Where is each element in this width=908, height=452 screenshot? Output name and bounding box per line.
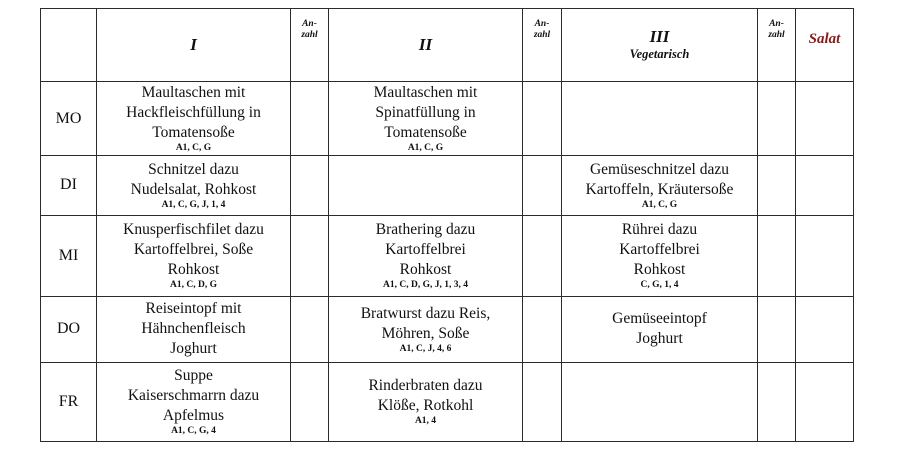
header-menu-3 (562, 9, 758, 82)
dish-text: Hähnchenfleisch (141, 319, 246, 337)
dish-text: Möhren, Soße (381, 324, 470, 342)
dish-text: Kartoffelbrei (619, 241, 700, 259)
menu-3-title: III (649, 27, 670, 47)
salat-cell[interactable] (796, 82, 854, 156)
dish-text: Kartoffelbrei (385, 241, 466, 259)
header-menu-2 (329, 9, 523, 82)
dish-text: Maultaschen mit (373, 84, 478, 102)
count-1-input-cell[interactable] (291, 156, 329, 216)
menu-2-dish-cell (329, 82, 523, 156)
count-2-label-line-1: An- (534, 19, 550, 29)
allergen-codes: A1, C, D, G, J, 1, 3, 4 (383, 280, 468, 291)
day-label: DO (41, 296, 97, 362)
dish-text: Tomatensoße (384, 124, 467, 142)
dish-text: Rohkost (399, 261, 452, 279)
count-3-input-cell[interactable] (758, 215, 796, 296)
count-2-label-line-2: zahl (533, 29, 551, 40)
salat-cell[interactable] (796, 296, 854, 362)
menu-2-dish-cell (329, 156, 523, 216)
dish-text: Knusperfischfilet dazu (123, 221, 264, 239)
count-1-input-cell[interactable] (291, 296, 329, 362)
allergen-codes: A1, C, G (175, 143, 212, 154)
salat-cell[interactable] (796, 362, 854, 441)
menu-3-subtitle: Vegetarisch (629, 47, 690, 62)
menu-row-di (41, 156, 854, 216)
day-label: FR (41, 362, 97, 441)
allergen-codes: A1, C, G, 4 (171, 426, 216, 437)
dish-text: Joghurt (170, 339, 217, 357)
menu-1-title: I (190, 34, 197, 54)
allergen-codes: A1, C, D, G (170, 280, 217, 291)
dish-text: Apfelmus (162, 407, 225, 425)
dish-text: Rohkost (633, 261, 686, 279)
header-count-2 (523, 9, 562, 82)
header-count-1 (291, 9, 329, 82)
menu-2-title: II (418, 34, 433, 54)
dish-text: Rührei dazu (621, 221, 698, 239)
dish-text: Brathering dazu (375, 221, 476, 239)
count-3-input-cell[interactable] (758, 296, 796, 362)
menu-row-mi (41, 215, 854, 296)
dish-text: Bratwurst dazu Reis, (360, 304, 491, 322)
menu-body (41, 82, 854, 442)
menu-row-mo (41, 82, 854, 156)
dish-text: Rohkost (167, 261, 220, 279)
header-day-cell (41, 9, 97, 82)
allergen-codes: A1, C, G (641, 199, 678, 210)
weekly-menu-table (40, 8, 854, 442)
count-2-input-cell[interactable] (523, 362, 562, 441)
salat-title: Salat (808, 31, 841, 47)
count-2-input-cell[interactable] (523, 215, 562, 296)
dish-text: Tomatensoße (152, 124, 235, 142)
menu-1-dish-cell (97, 82, 291, 156)
day-label: DI (41, 156, 97, 216)
header-count-3 (758, 9, 796, 82)
count-1-input-cell[interactable] (291, 82, 329, 156)
menu-1-dish-cell (97, 296, 291, 362)
count-3-label-line-1: An- (769, 19, 784, 29)
salat-cell[interactable] (796, 156, 854, 216)
count-3-input-cell[interactable] (758, 82, 796, 156)
menu-3-dish-cell (562, 156, 758, 216)
dish-text: Hackfleischfüllung in (126, 104, 261, 122)
salat-cell[interactable] (796, 215, 854, 296)
dish-text: Reiseintopf mit (145, 299, 242, 317)
count-1-input-cell[interactable] (291, 215, 329, 296)
menu-1-dish-cell (97, 215, 291, 296)
count-2-input-cell[interactable] (523, 82, 562, 156)
count-3-input-cell[interactable] (758, 156, 796, 216)
count-1-input-cell[interactable] (291, 362, 329, 441)
day-label: MI (41, 215, 97, 296)
dish-text: Schnitzel dazu (148, 160, 239, 178)
count-3-label-line-2: zahl (768, 29, 785, 40)
menu-3-dish-cell (562, 82, 758, 156)
header-menu-1 (97, 9, 291, 82)
count-1-label-line-1: An- (302, 19, 317, 29)
dish-text: Gemüseeintopf (612, 310, 707, 328)
menu-3-dish-cell (562, 215, 758, 296)
menu-row-do (41, 296, 854, 362)
count-1-label-line-2: zahl (301, 29, 318, 40)
dish-text: Spinatfüllung in (375, 104, 476, 122)
menu-row-fr (41, 362, 854, 441)
dish-text: Nudelsalat, Rohkost (130, 180, 257, 198)
allergen-codes: A1, C, J, 4, 6 (399, 343, 452, 354)
menu-2-dish-cell (329, 362, 523, 441)
day-label: MO (41, 82, 97, 156)
menu-2-dish-cell (329, 215, 523, 296)
dish-text: Kaiserschmarrn dazu (127, 387, 260, 405)
dish-text: Suppe (174, 367, 213, 385)
allergen-codes: A1, C, G, J, 1, 4 (161, 199, 226, 210)
menu-1-dish-cell (97, 362, 291, 441)
dish-text: Klöße, Rotkohl (377, 397, 474, 415)
count-3-input-cell[interactable] (758, 362, 796, 441)
dish-text: Joghurt (636, 330, 683, 348)
header-row (41, 9, 854, 82)
allergen-codes: C, G, 1, 4 (640, 280, 679, 291)
menu-3-dish-cell (562, 296, 758, 362)
menu-3-dish-cell (562, 362, 758, 441)
dish-text: Rinderbraten dazu (368, 377, 483, 395)
dish-text: Kartoffelbrei, Soße (133, 241, 254, 259)
menu-2-dish-cell (329, 296, 523, 362)
count-2-input-cell[interactable] (523, 296, 562, 362)
dish-text: Gemüseschnitzel dazu (589, 160, 729, 178)
allergen-codes: A1, 4 (414, 416, 437, 427)
dish-text: Kartoffeln, Kräutersoße (585, 180, 734, 198)
menu-1-dish-cell (97, 156, 291, 216)
header-salat (796, 9, 854, 82)
allergen-codes: A1, C, G (407, 143, 444, 154)
count-2-input-cell[interactable] (523, 156, 562, 216)
dish-text: Maultaschen mit (141, 84, 246, 102)
